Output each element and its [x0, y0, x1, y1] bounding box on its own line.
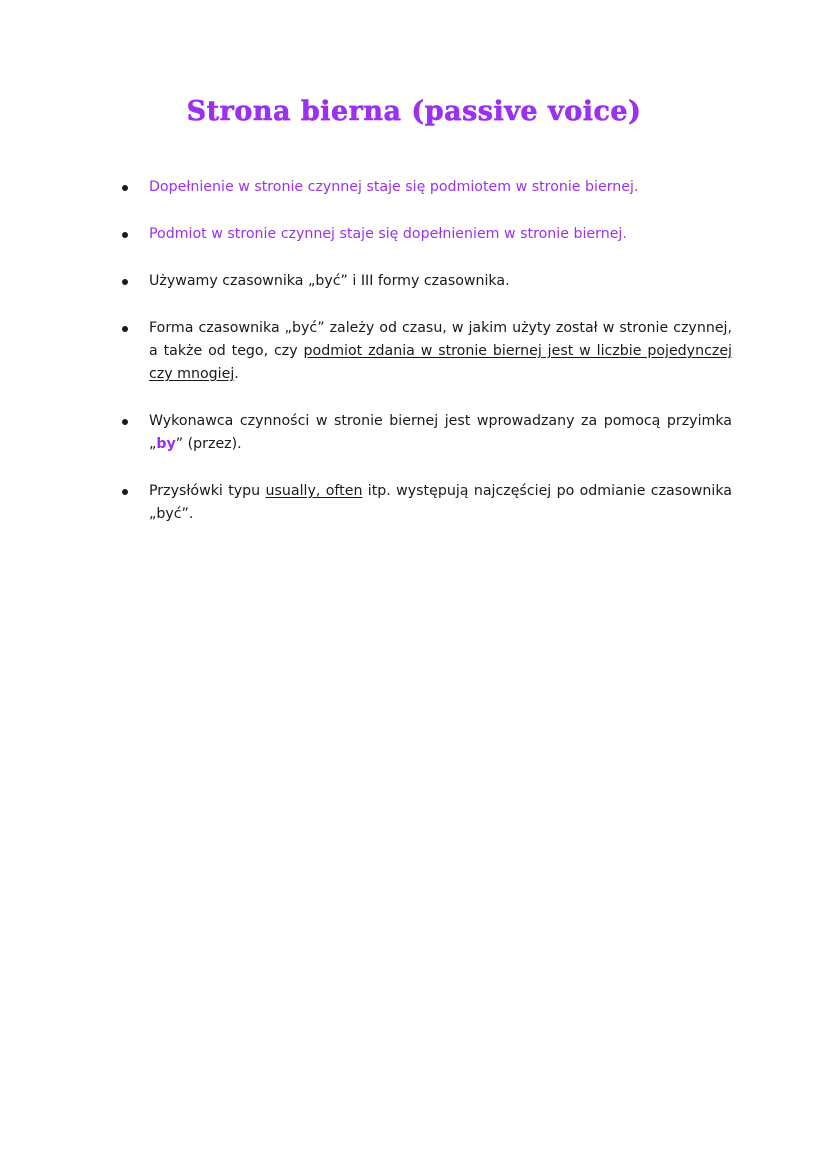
bullet-icon: [122, 279, 128, 285]
list-item-text-end: ” (przez).: [175, 436, 242, 452]
list-item-text: Dopełnienie w stronie czynnej staje się podmiotem w stronie biernej.: [149, 179, 639, 195]
highlighted-word: by: [156, 436, 176, 452]
page-title: Strona bierna (passive voice): [186, 96, 642, 127]
list-item: [120, 270, 732, 293]
bullet-list: [120, 176, 732, 526]
list-item-text: Używamy czasownika „być” i III formy czasownika.: [149, 273, 510, 289]
bullet-icon: [122, 185, 128, 191]
list-item-text-end: .: [234, 366, 239, 382]
bullet-icon: [122, 489, 128, 495]
list-item: [120, 480, 732, 526]
list-item: [120, 176, 732, 199]
bullet-icon: [122, 232, 128, 238]
list-item: [120, 317, 732, 386]
list-item: [120, 223, 732, 246]
bullet-icon: [122, 419, 128, 425]
list-item-text: Przysłówki typu: [149, 483, 266, 499]
list-item-text: Wykonawca czynności w stronie biernej jest wprowadzany za pomocą przyimka „: [149, 413, 732, 452]
list-item: [120, 410, 732, 456]
list-item-text: Podmiot w stronie czynnej staje się dopełnieniem w stronie biernej.: [149, 226, 627, 242]
underlined-phrase: usually, often: [265, 483, 363, 499]
bullet-icon: [122, 326, 128, 332]
list-item-text: Forma czasownika „być” zależy od czasu, w jakim użyty został w stronie czynnej, a także od tego, czy: [149, 320, 732, 359]
underlined-phrase: podmiot zdania w stronie biernej jest w liczbie pojedynczej czy mnogiej: [149, 343, 732, 382]
list-item-text-end: itp. występują najczęściej po odmianie czasownika „być”.: [149, 483, 732, 522]
